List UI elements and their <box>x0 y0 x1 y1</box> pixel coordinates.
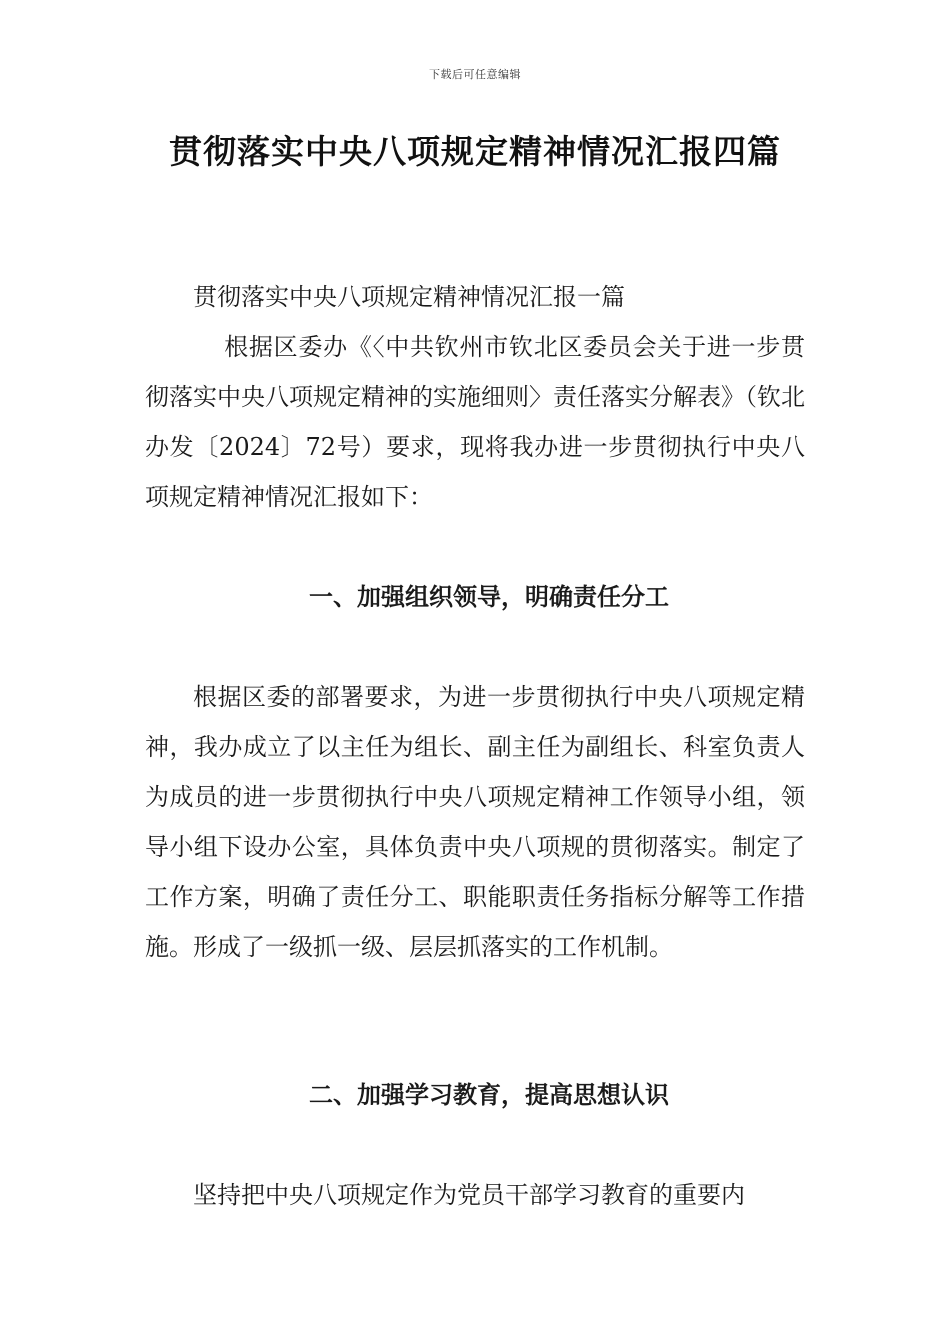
section-paragraph-1: 根据区委的部署要求，为进一步贯彻执行中央八项规定精神，我办成立了以主任为组长、副主任为副组长、科室负责人为成员的进一步贯彻执行中央八项规定精神工作领导小组，领导小组下设办公室，具体负责中央八项规的贯彻落实。制定了工作方案，明确了责任分工、职能职责任务指标分解等工作措施。形成了一级抓一级、层层抓落实的工作机制。 <box>145 683 805 961</box>
intro-paragraph: 根据区委办《〈中共钦州市钦北区委员会关于进一步贯彻落实中央八项规定精神的实施细则〉责任落实分解表》（钦北办发〔2024〕72号）要求，现将我办进一步贯彻执行中央八项规定精神情况汇报如下： <box>145 333 805 511</box>
section-paragraph-2: 坚持把中央八项规定作为党员干部学习教育的重要内 <box>193 1181 745 1209</box>
document-subtitle: 贯彻落实中央八项规定精神情况汇报一篇 <box>193 283 625 311</box>
section-heading-2: 二、加强学习教育，提高思想认识 <box>309 1080 669 1109</box>
page-header-note: 下载后可任意编辑 <box>429 68 521 81</box>
section-heading-1: 一、加强组织领导，明确责任分工 <box>309 582 669 611</box>
document-title: 贯彻落实中央八项规定精神情况汇报四篇 <box>169 132 781 171</box>
